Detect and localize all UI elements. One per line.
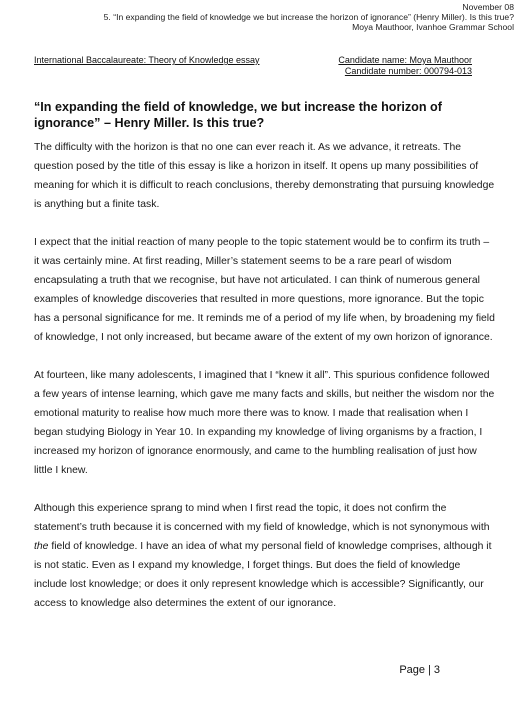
header-essay-reference: 5. “In expanding the field of knowledge we but increase the horizon of ignorance” (Henry Miller). Is this true?: [103, 12, 514, 22]
page-number: 3: [433, 664, 440, 676]
paragraph-4-part-2: field of knowledge. I have an idea of what my personal field of knowledge comprises, although it is not static. Even as I expand my knowledge, I forget things. But does the field of knowledge include lost knowledge; or does it only represent knowledge which is accessible? Significantly, our access to knowledge also determines the extent of our ignorance.: [34, 541, 492, 609]
candidate-name: Candidate name: Moya Mauthoor: [338, 55, 472, 65]
page-footer: [399, 664, 440, 676]
candidate-number: Candidate number: 000794-013: [344, 66, 472, 76]
page-label: Page: [399, 664, 426, 676]
essay-title: “In expanding the field of knowledge, we but increase the horizon of ignorance” – Henry Miller. Is this true?: [34, 100, 442, 130]
page-header: [104, 2, 514, 32]
page-separator: |: [428, 664, 431, 676]
paragraph-2: I expect that the initial reaction of many people to the topic statement would be to confirm its truth – it was certainly mine. At first reading, Miller’s statement seems to be a rare pearl of wisdom encapsulating a truth that we recognise, but have not articulated. I can think of numerous general examples of knowledge discoveries that resulted in more questions, more ignorance. But the topic has a personal significance for me. It reminds me of a period of my life when, by broadening my field of knowledge, I not only increased, but became aware of the extent of my own horizon of ignorance.: [34, 237, 495, 343]
candidate-details: [338, 55, 472, 77]
header-author-school: Moya Mauthoor, Ivanhoe Grammar School: [352, 22, 514, 32]
paragraph-4-part-1: Although this experience sprang to mind when I first read the topic, it does not confirm the statement’s truth because it is concerned with my field of knowledge, which is not synonymous with: [34, 503, 490, 533]
paragraph-4: [34, 499, 496, 613]
header-date: November 08: [462, 2, 514, 12]
paragraph-4-emphasis: the: [34, 541, 49, 552]
essay-body: [34, 138, 496, 632]
paragraph-1: The difficulty with the horizon is that no one can ever reach it. As we advance, it retreats. The question posed by the title of this essay is like a horizon in itself. It opens up many possibilities of meaning for which it is difficult to reach conclusions, thereby demonstrating that pursuing knowledge is anything but a finite task.: [34, 142, 495, 210]
course-label: International Baccalaureate: Theory of Knowledge essay: [34, 55, 260, 65]
paragraph-3: At fourteen, like many adolescents, I imagined that I “knew it all”. This spurious confidence followed a few years of intense learning, which gave me many facts and skills, but neither the wisdom nor the emotional maturity to realise how much more there was to know. I made that realisation when I began studying Biology in Year 10. In expanding my knowledge of living organisms by a fraction, I increased my horizon of ignorance enormously, and came to the humbling realisation of just how little I knew.: [34, 370, 495, 476]
